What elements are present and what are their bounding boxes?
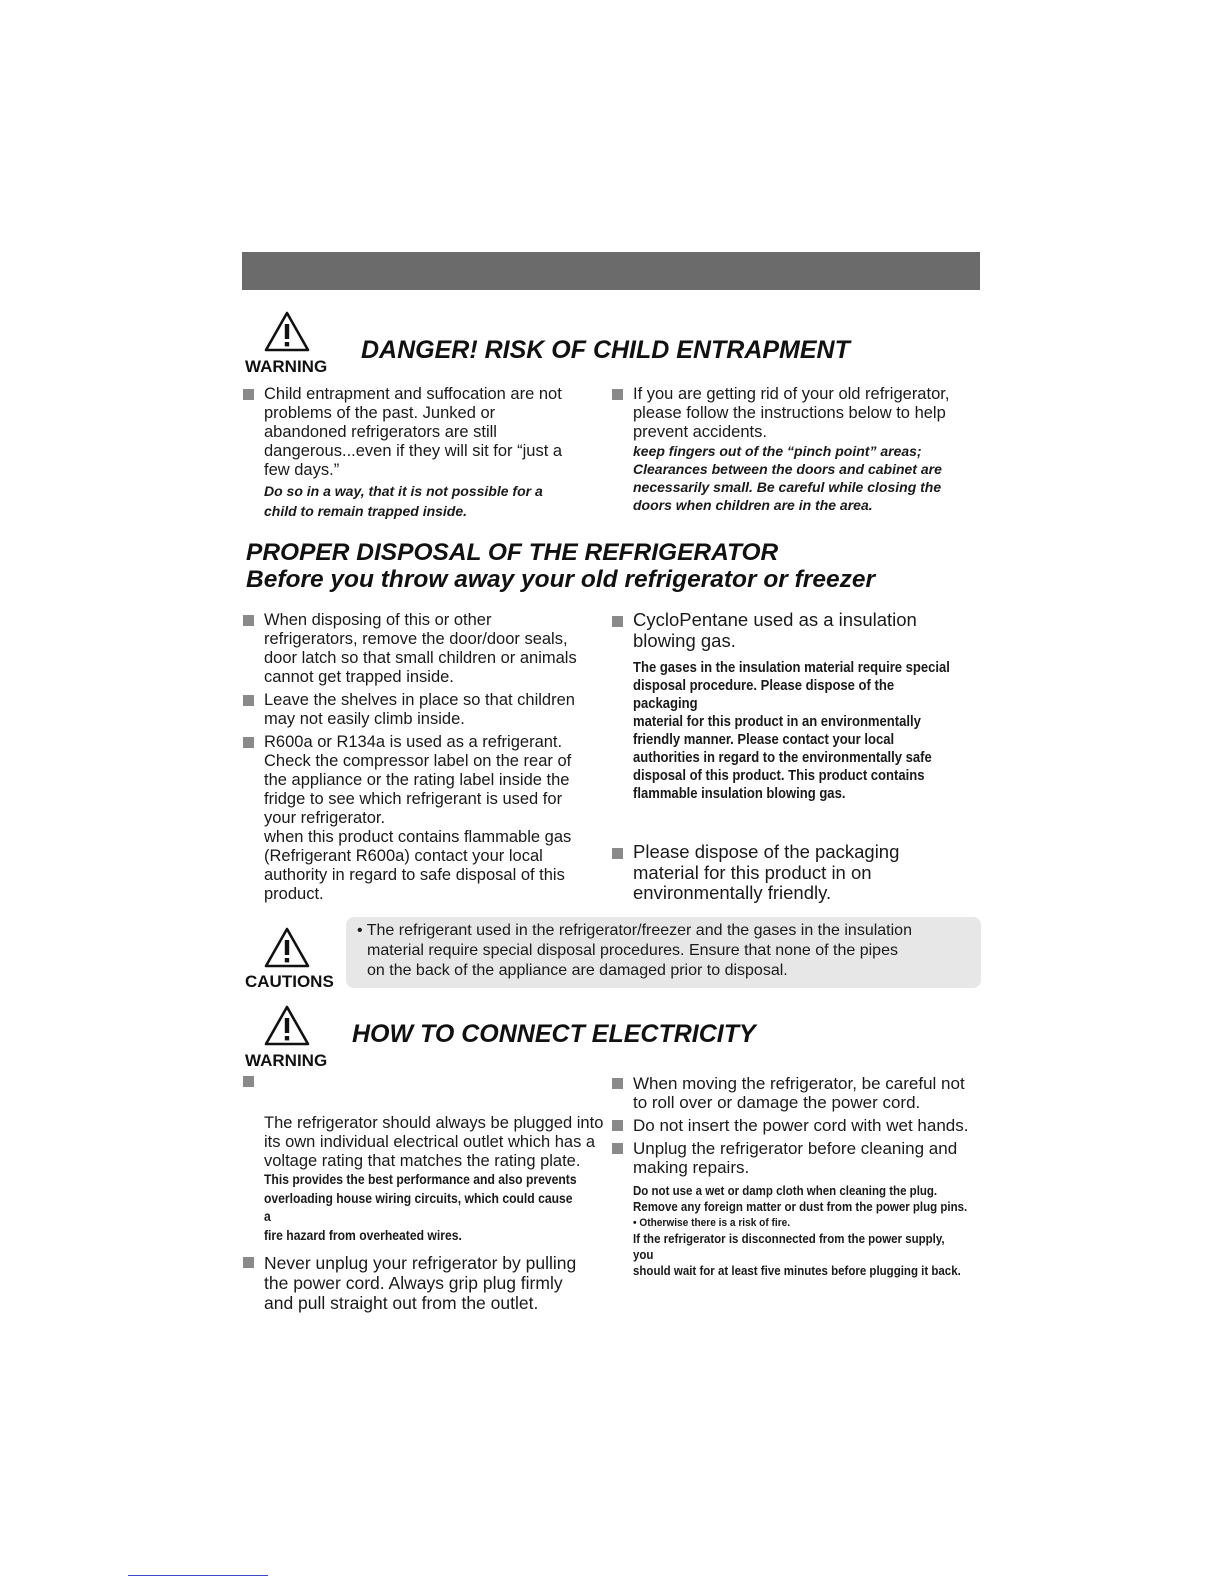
disposal-left-line: Check the compressor label on the rear of [264,752,572,770]
entrapment-right-emphasis: necessarily small. Be careful while closing the [633,479,942,495]
disposal-left-line: cannot get trapped inside. [264,668,454,686]
packaging-item [612,842,992,904]
electricity-right-column [612,1074,997,1279]
electricity-right-line: Unplug the refrigerator before cleaning and [633,1139,958,1158]
list-item [612,842,992,904]
caution-box [346,917,981,988]
list-item [243,1074,613,1245]
packaging-line: Please dispose of the packaging [633,841,900,862]
caution-line: material require special disposal procedures. Ensure that none of the pipes [367,942,898,959]
electricity-left-line: and pull straight out from the outlet. [264,1293,539,1313]
caution-line: • The refrigerant used in the refrigerator/freezer and the gases in the insulation [357,922,912,939]
disposal-left-line: Leave the shelves in place so that children [264,691,575,709]
warning-label: WARNING [245,357,328,376]
caution-line: on the back of the appliance are damaged prior to disposal. [367,962,788,979]
disposal-right-column [612,610,992,803]
entrapment-left-line: Child entrapment and suffocation are not [264,385,562,403]
warning-triangle-icon [263,310,311,359]
section-title-child-entrapment: DANGER! RISK OF CHILD ENTRAPMENT [361,336,850,364]
bullet-square-icon [243,615,254,626]
list-item [612,1116,997,1135]
list-item [243,691,613,729]
list-item [612,1074,997,1112]
list-item [612,385,992,514]
bullet-square-icon [612,848,623,859]
caution-triangle-icon [263,926,311,975]
electricity-right-note: Do not use a wet or damp cloth when cleaning the plug. [633,1184,938,1198]
list-item [612,610,992,803]
disposal-right-line: blowing gas. [633,629,736,651]
electricity-right-line: to roll over or damage the power cord. [633,1093,921,1112]
electricity-left-line: the power cord. Always grip plug firmly [264,1273,563,1293]
electricity-right-note: If the refrigerator is disconnected from the power supply, you [633,1232,945,1262]
disposal-left-line: the appliance or the rating label inside the [264,771,570,789]
disposal-left-line: your refrigerator. [264,809,386,827]
section-title-proper-disposal: PROPER DISPOSAL OF THE REFRIGERATOR [246,539,779,566]
entrapment-left-line: few days.” [264,461,340,479]
disposal-left-line: (Refrigerant R600a) contact your local [264,847,543,865]
disposal-note-line: authorities in regard to the environmentally safe [633,750,932,766]
electricity-left-line: The refrigerator should always be plugged into [264,1114,604,1132]
electricity-left-note: This provides the best performance and also prevents [264,1172,577,1187]
entrapment-left-emphasis: child to remain trapped inside. [264,503,468,519]
disposal-left-line: fridge to see which refrigerant is used for [264,790,563,808]
disposal-note-line: flammable insulation blowing gas. [633,786,846,802]
warning-triangle-icon [263,1004,311,1053]
entrapment-left-emphasis: Do so in a way, that it is not possible for a [264,483,543,499]
warning-label: WARNING [245,1051,328,1070]
bullet-square-icon [243,1257,254,1268]
disposal-note-line: The gases in the insulation material require special [633,660,950,676]
entrapment-left-line: dangerous...even if they will sit for “just a [264,442,563,460]
electricity-right-note: Remove any foreign matter or dust from the power plug pins. [633,1200,968,1214]
disposal-note-line: material for this product in an environmentally [633,714,921,730]
entrapment-right-emphasis: keep fingers out of the “pinch point” areas; [633,443,922,459]
disposal-left-line: refrigerators, remove the door/door seals, [264,630,568,648]
electricity-right-line: When moving the refrigerator, be careful not [633,1074,965,1093]
cautions-label: CAUTIONS [245,972,334,991]
bullet-square-icon [612,1143,623,1154]
bullet-square-icon [243,1076,254,1087]
list-item [612,1139,997,1279]
electricity-right-line: Do not insert the power cord with wet hands. [633,1116,969,1135]
entrapment-right-column [612,385,992,514]
bullet-square-icon [243,695,254,706]
bullet-square-icon [243,737,254,748]
entrapment-right-line: prevent accidents. [633,423,767,441]
disposal-left-line: authority in regard to safe disposal of this [264,866,565,884]
list-item [243,733,613,904]
bullet-square-icon [243,389,254,400]
disposal-right-line: CycloPentane used as a insulation [633,609,917,630]
bullet-square-icon [612,1078,623,1089]
disposal-left-column [243,611,613,904]
entrapment-left-line: problems of the past. Junked or [264,404,496,422]
electricity-left-column [243,1074,613,1313]
entrapment-right-line: If you are getting rid of your old refrigerator, [633,385,950,403]
entrapment-right-emphasis: doors when children are in the area. [633,497,873,513]
disposal-left-line: When disposing of this or other [264,611,492,629]
disposal-note-line: disposal of this product. This product contains [633,768,925,784]
electricity-left-line: its own individual electrical outlet which has a [264,1133,596,1151]
disposal-left-line: when this product contains flammable gas [264,828,572,846]
electricity-left-line: Never unplug your refrigerator by pulling [264,1253,577,1273]
section-title-connect-electricity: HOW TO CONNECT ELECTRICITY [352,1020,756,1048]
disposal-left-line: product. [264,885,324,903]
packaging-line: material for this product in on [633,861,872,883]
electricity-left-note: fire hazard from overheated wires. [264,1227,462,1243]
electricity-left-line: voltage rating that matches the rating plate. [264,1152,581,1170]
section-subtitle-before-throw-away: Before you throw away your old refrigerator or freezer [246,566,875,593]
bullet-square-icon [612,616,623,627]
entrapment-right-line: please follow the instructions below to help [633,404,946,422]
entrapment-left-column [243,385,593,520]
entrapment-right-emphasis: Clearances between the doors and cabinet are [633,461,942,477]
bullet-square-icon [612,1120,623,1131]
disposal-left-line: may not easily climb inside. [264,710,465,728]
list-item [243,385,593,520]
electricity-right-line: making repairs. [633,1158,750,1177]
header-bar [242,252,980,290]
disposal-note-line: disposal procedure. Please dispose of the packaging [633,678,895,712]
bullet-square-icon [612,389,623,400]
list-item [243,611,613,687]
disposal-left-line: R600a or R134a is used as a refrigerant. [264,733,563,751]
packaging-line: environmentally friendly. [633,882,832,903]
caution-text [346,917,981,981]
footer-rule [128,1575,268,1576]
disposal-left-line: door latch so that small children or animals [264,649,577,667]
list-item [243,1253,613,1313]
electricity-right-note: • Otherwise there is a risk of fire. [633,1217,791,1229]
electricity-right-note: should wait for at least five minutes before plugging it back. [633,1264,961,1278]
entrapment-left-line: abandoned refrigerators are still [264,423,497,441]
disposal-note-line: friendly manner. Please contact your local [633,732,895,748]
electricity-left-note: overloading house wiring circuits, which could cause a [264,1190,573,1224]
